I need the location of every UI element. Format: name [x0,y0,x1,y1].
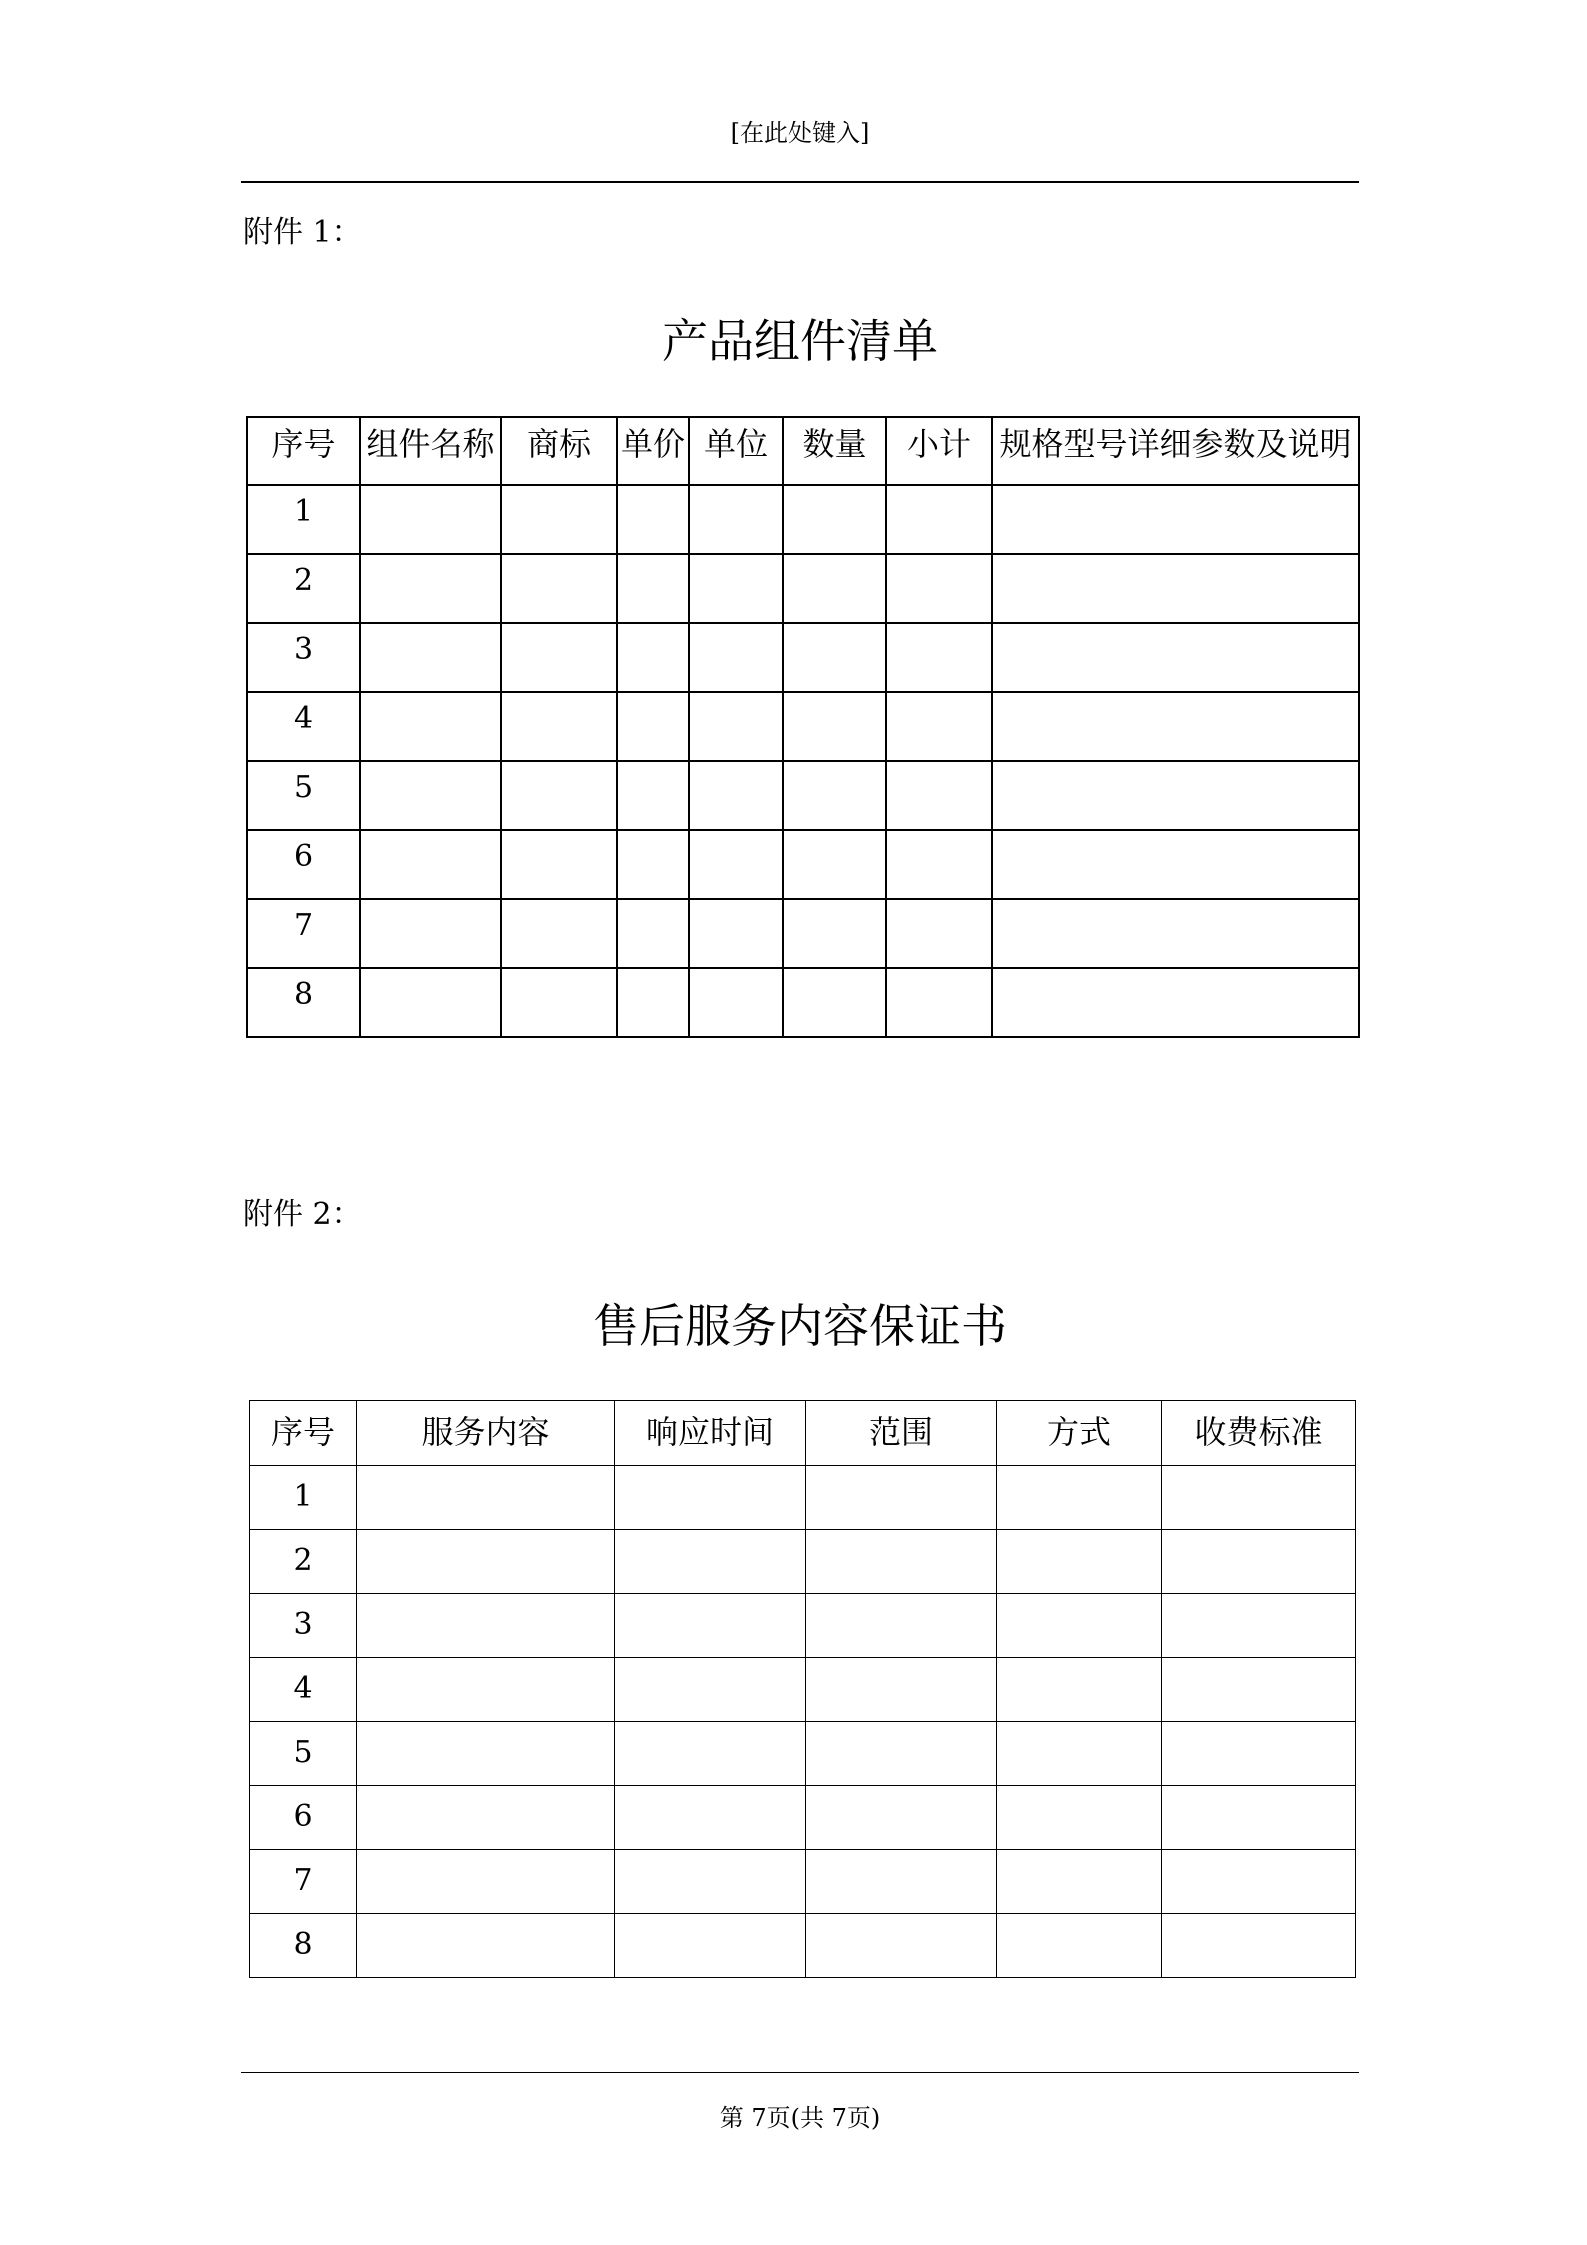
table-cell [997,1850,1162,1914]
table-cell [886,554,992,623]
table-cell [360,761,501,830]
component-list-body [247,485,1359,1037]
table-cell [360,623,501,692]
table-cell [806,1722,997,1786]
column-header: 单价 [617,417,689,485]
table-cell [689,899,783,968]
table-cell [997,1594,1162,1658]
table-cell [689,692,783,761]
table-cell [501,485,617,554]
table-cell [501,623,617,692]
table-header-row [250,1401,1356,1466]
row-number-cell: 3 [247,623,360,692]
table-cell [783,485,886,554]
table-cell [806,1850,997,1914]
table-cell [689,623,783,692]
table-cell [360,554,501,623]
column-header: 小计 [886,417,992,485]
table-cell [886,692,992,761]
table-cell [992,692,1359,761]
table-cell [689,968,783,1037]
table-cell [992,623,1359,692]
table-cell [360,485,501,554]
table-cell [357,1594,615,1658]
table-row [247,554,1359,623]
table-cell [617,899,689,968]
table-cell [617,830,689,899]
table-cell [886,968,992,1037]
row-number-cell: 4 [250,1658,357,1722]
row-number-cell: 6 [247,830,360,899]
table-cell [886,623,992,692]
column-header: 服务内容 [357,1401,615,1466]
table-cell [1162,1466,1356,1530]
table-cell [1162,1850,1356,1914]
table-cell [806,1914,997,1978]
row-number-cell: 4 [247,692,360,761]
table-cell [360,692,501,761]
table-cell [501,761,617,830]
table-row [250,1786,1356,1850]
table-cell [997,1786,1162,1850]
table-cell [997,1914,1162,1978]
table-row [250,1658,1356,1722]
table-cell [1162,1530,1356,1594]
table-cell [783,554,886,623]
table-cell [501,968,617,1037]
attachment-2-label: 附件 2： [243,1197,362,1232]
table-row [247,692,1359,761]
table-cell [783,692,886,761]
table-cell [617,968,689,1037]
column-header: 序号 [247,417,360,485]
row-number-cell: 7 [250,1850,357,1914]
table-cell [997,1530,1162,1594]
page-footer: 第 7页(共 7页) [719,2104,881,2132]
table-cell [615,1786,806,1850]
table-cell [806,1786,997,1850]
table-cell [615,1658,806,1722]
table-cell [806,1530,997,1594]
table-cell [992,761,1359,830]
component-list-title: 产品组件清单 [662,314,938,368]
table-cell [992,554,1359,623]
table-cell [886,761,992,830]
table-cell [992,968,1359,1037]
table-row [250,1850,1356,1914]
table-cell [783,623,886,692]
table-cell [501,554,617,623]
column-header: 收费标准 [1162,1401,1356,1466]
table-cell [783,830,886,899]
table-row [250,1530,1356,1594]
row-number-cell: 2 [247,554,360,623]
header-rule [241,181,1359,183]
table-cell [617,485,689,554]
table-cell [1162,1914,1356,1978]
attachment-1-label: 附件 1： [243,215,362,250]
table-row [247,830,1359,899]
page-header: [在此处键入] [730,119,870,147]
row-number-cell: 6 [250,1786,357,1850]
table-row [247,761,1359,830]
table-cell [617,692,689,761]
column-header: 序号 [250,1401,357,1466]
column-header: 数量 [783,417,886,485]
table-row [247,968,1359,1037]
table-cell [501,692,617,761]
column-header: 响应时间 [615,1401,806,1466]
table-cell [997,1722,1162,1786]
table-cell [806,1466,997,1530]
component-list-table [246,416,1360,1038]
footer-rule [241,2072,1359,2073]
table-cell [783,899,886,968]
table-cell [783,761,886,830]
row-number-cell: 8 [247,968,360,1037]
table-cell [997,1466,1162,1530]
table-cell [617,761,689,830]
table-cell [357,1530,615,1594]
table-cell [992,485,1359,554]
table-cell [615,1530,806,1594]
column-header: 商标 [501,417,617,485]
table-cell [360,899,501,968]
row-number-cell: 8 [250,1914,357,1978]
column-header: 单位 [689,417,783,485]
table-cell [806,1658,997,1722]
table-row [247,899,1359,968]
service-guarantee-body [250,1466,1356,1978]
table-cell [615,1594,806,1658]
table-cell [806,1594,997,1658]
row-number-cell: 2 [250,1530,357,1594]
table-cell [501,830,617,899]
table-cell [360,968,501,1037]
table-cell [501,899,617,968]
table-cell [357,1658,615,1722]
table-cell [997,1658,1162,1722]
column-header: 方式 [997,1401,1162,1466]
table-row [247,623,1359,692]
table-cell [357,1722,615,1786]
table-cell [357,1786,615,1850]
table-cell [992,830,1359,899]
table-row [247,485,1359,554]
table-cell [689,485,783,554]
table-cell [617,623,689,692]
table-cell [689,554,783,623]
column-header: 规格型号详细参数及说明 [992,417,1359,485]
table-cell [783,968,886,1037]
table-header-row [247,417,1359,485]
table-cell [360,830,501,899]
table-row [250,1594,1356,1658]
table-cell [886,830,992,899]
table-row [250,1914,1356,1978]
table-cell [1162,1658,1356,1722]
table-cell [1162,1786,1356,1850]
table-cell [689,830,783,899]
table-cell [357,1850,615,1914]
table-cell [615,1850,806,1914]
table-cell [615,1722,806,1786]
column-header: 范围 [806,1401,997,1466]
table-row [250,1466,1356,1530]
table-cell [615,1914,806,1978]
row-number-cell: 1 [250,1466,357,1530]
column-header: 组件名称 [360,417,501,485]
row-number-cell: 7 [247,899,360,968]
table-cell [357,1466,615,1530]
table-row [250,1722,1356,1786]
table-cell [1162,1594,1356,1658]
table-cell [992,899,1359,968]
service-guarantee-title: 售后服务内容保证书 [593,1299,1007,1353]
table-cell [886,899,992,968]
table-cell [689,761,783,830]
row-number-cell: 5 [250,1722,357,1786]
table-cell [1162,1722,1356,1786]
row-number-cell: 1 [247,485,360,554]
table-cell [886,485,992,554]
table-cell [615,1466,806,1530]
service-guarantee-table [249,1400,1356,1978]
table-cell [617,554,689,623]
table-cell [357,1914,615,1978]
row-number-cell: 3 [250,1594,357,1658]
row-number-cell: 5 [247,761,360,830]
